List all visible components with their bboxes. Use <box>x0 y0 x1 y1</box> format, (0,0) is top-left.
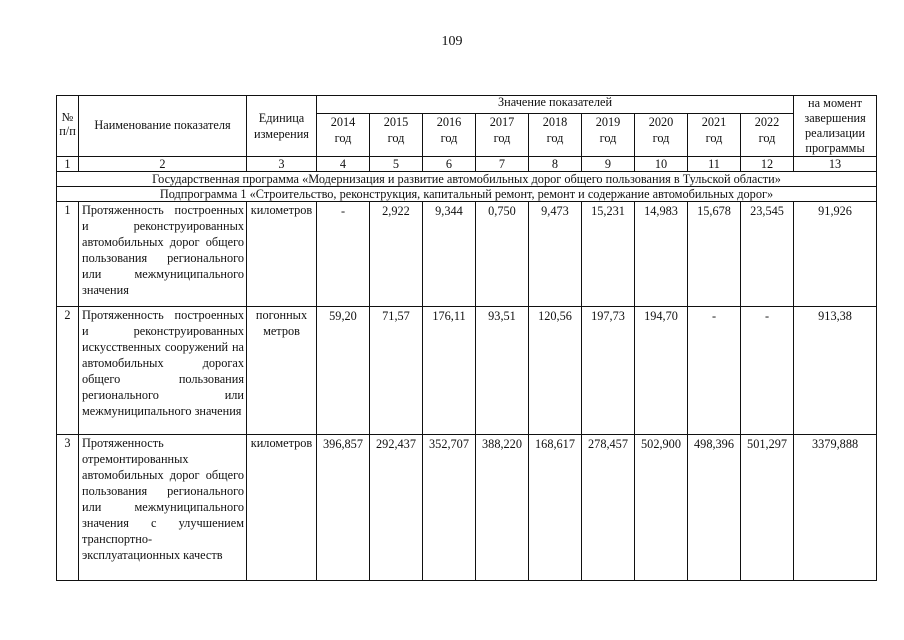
header-year-2015: 2015 год <box>370 114 423 157</box>
row-value: - <box>741 307 794 435</box>
header-year-2020: 2020 год <box>635 114 688 157</box>
header-final: на момент завершения реализации программы <box>794 96 877 157</box>
row-value: - <box>317 202 370 307</box>
row-indicator-name: Протяженность построенных и реконструированных искусственных сооружений на автомобильных дорогах общего пользования регионального или межмуниципального значения <box>79 307 247 435</box>
row-value: 120,56 <box>529 307 582 435</box>
row-value: 498,396 <box>688 435 741 581</box>
row-value: 502,900 <box>635 435 688 581</box>
column-number: 12 <box>741 157 794 172</box>
column-number-row <box>57 157 877 172</box>
row-value: 0,750 <box>476 202 529 307</box>
row-value: 352,707 <box>423 435 476 581</box>
table-row <box>57 202 877 307</box>
header-row-top <box>57 96 877 114</box>
header-year-2018: 2018 год <box>529 114 582 157</box>
row-value: 93,51 <box>476 307 529 435</box>
row-final-value: 913,38 <box>794 307 877 435</box>
row-value: 15,678 <box>688 202 741 307</box>
header-year-2021: 2021 год <box>688 114 741 157</box>
row-indicator-name: Протяженность отремонтированных автомобильных дорог общего пользования регионального или межмуниципального значения с улучшением транспортно-эксплуатационных качеств <box>79 435 247 581</box>
row-final-value: 91,926 <box>794 202 877 307</box>
program-title: Государственная программа «Модернизация и развитие автомобильных дорог общего пользования в Тульской области» <box>57 172 877 187</box>
header-unit: Единица измерения <box>247 96 317 157</box>
column-number: 6 <box>423 157 476 172</box>
column-number: 2 <box>79 157 247 172</box>
program-title-row <box>57 172 877 187</box>
column-number: 9 <box>582 157 635 172</box>
header-year-2022: 2022 год <box>741 114 794 157</box>
header-values-group: Значение показателей <box>317 96 794 114</box>
column-number: 1 <box>57 157 79 172</box>
column-number: 5 <box>370 157 423 172</box>
page-number: 109 <box>441 34 463 49</box>
column-number: 7 <box>476 157 529 172</box>
row-unit: погонных метров <box>247 307 317 435</box>
row-num: 3 <box>57 435 79 581</box>
row-value: 168,617 <box>529 435 582 581</box>
header-year-2019: 2019 год <box>582 114 635 157</box>
row-num: 2 <box>57 307 79 435</box>
row-value: 2,922 <box>370 202 423 307</box>
column-number: 10 <box>635 157 688 172</box>
column-number: 11 <box>688 157 741 172</box>
row-value: 292,437 <box>370 435 423 581</box>
row-value: 176,11 <box>423 307 476 435</box>
row-value: 23,545 <box>741 202 794 307</box>
row-value: 278,457 <box>582 435 635 581</box>
subprogram-title: Подпрограмма 1 «Строительство, реконструкция, капитальный ремонт, ремонт и содержание автомобильных дорог» <box>57 187 877 202</box>
row-value: 197,73 <box>582 307 635 435</box>
header-year-2014: 2014 год <box>317 114 370 157</box>
row-value: 71,57 <box>370 307 423 435</box>
row-indicator-name: Протяженность построенных и реконструированных автомобильных дорог общего пользования регионального или межмуниципального значения <box>79 202 247 307</box>
indicators-table <box>56 95 877 581</box>
row-value: 388,220 <box>476 435 529 581</box>
header-year-2016: 2016 год <box>423 114 476 157</box>
row-value: 501,297 <box>741 435 794 581</box>
header-name: Наименование показателя <box>79 96 247 157</box>
row-unit: километров <box>247 435 317 581</box>
subprogram-title-row <box>57 187 877 202</box>
header-num: № п/п <box>57 96 79 157</box>
table-row <box>57 435 877 581</box>
row-value: 9,344 <box>423 202 476 307</box>
row-value: 194,70 <box>635 307 688 435</box>
row-value: - <box>688 307 741 435</box>
row-value: 59,20 <box>317 307 370 435</box>
column-number: 8 <box>529 157 582 172</box>
row-unit: километров <box>247 202 317 307</box>
row-value: 396,857 <box>317 435 370 581</box>
header-year-2017: 2017 год <box>476 114 529 157</box>
column-number: 13 <box>794 157 877 172</box>
row-value: 15,231 <box>582 202 635 307</box>
column-number: 4 <box>317 157 370 172</box>
row-final-value: 3379,888 <box>794 435 877 581</box>
table-row <box>57 307 877 435</box>
column-number: 3 <box>247 157 317 172</box>
row-value: 14,983 <box>635 202 688 307</box>
row-num: 1 <box>57 202 79 307</box>
row-value: 9,473 <box>529 202 582 307</box>
